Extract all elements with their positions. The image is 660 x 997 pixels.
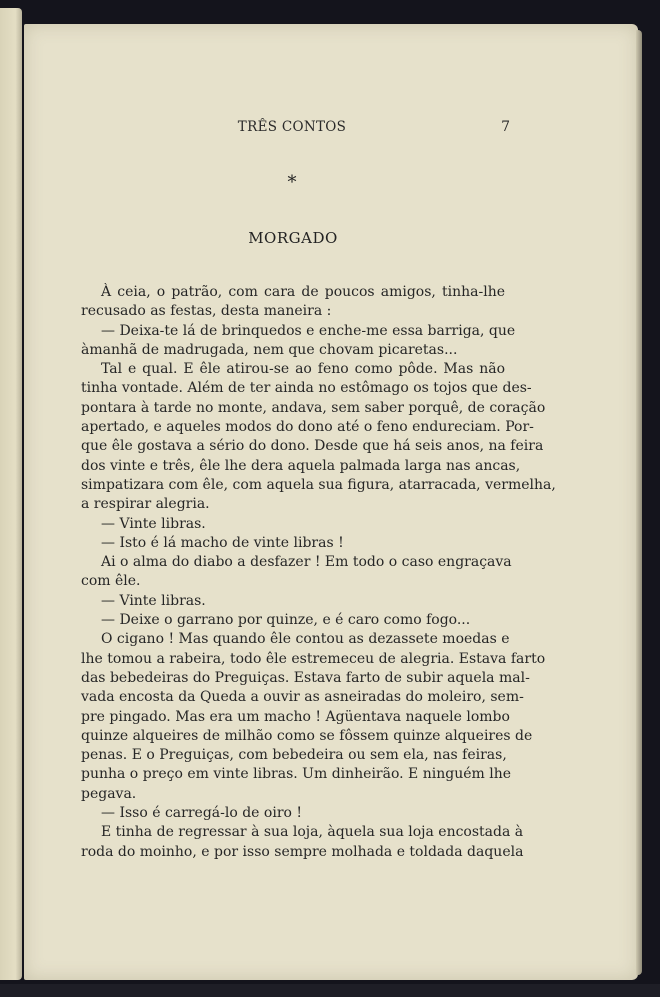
text-line: — Isso é carregá-lo de oiro !	[101, 805, 303, 822]
text-line: — Vinte libras.	[101, 592, 206, 609]
text-line: penas. E o Preguiças, com bebedeira ou sem ela, nas feiras,	[81, 747, 507, 764]
text-line: roda do moinho, e por isso sempre molhada e toldada daquela	[81, 843, 524, 860]
text-line: das bebedeiras do Preguiças. Estava farto de subir aquela mal-	[81, 669, 530, 686]
text-line: pontara à tarde no monte, andava, sem saber porquê, de coração	[81, 399, 546, 416]
scan-bottom-border	[0, 984, 660, 997]
text-line: Ai o alma do diabo a desfazer ! Em todo o caso engraçava	[101, 554, 512, 571]
text-line: O cigano ! Mas quando êle contou as dezassete moedas e	[101, 631, 510, 648]
text-line: apertado, e aqueles modos do dono até o feno endureciam. Por-	[81, 419, 534, 436]
text-line: E tinha de regressar à sua loja, àquela sua loja encostada à	[101, 824, 524, 841]
section-mark: *	[287, 172, 297, 193]
page-number: 7	[501, 119, 510, 135]
text-line: recusado as festas, desta maneira :	[81, 303, 332, 320]
text-line: lhe tomou a rabeira, todo êle estremeceu de alegria. Estava farto	[81, 650, 546, 667]
text-line: pegava.	[81, 785, 137, 802]
text-line: simpatizara com êle, com aquela sua figura, atarracada, vermelha,	[81, 476, 556, 493]
text-line: com êle.	[81, 573, 141, 590]
previous-page-edge	[0, 8, 22, 980]
text-line: quinze alqueires de milhão como se fôssem quinze alqueires de	[81, 727, 533, 744]
body-text	[81, 283, 556, 862]
running-header-title: TRÊS CONTOS	[237, 119, 347, 135]
text-line: que êle gostava a sério do dono. Desde que há seis anos, na feira	[81, 438, 544, 455]
text-line: àmanhã de madrugada, nem que chovam picaretas...	[81, 341, 458, 358]
text-line: punha o preço em vinte libras. Um dinheirão. E ninguém lhe	[81, 766, 511, 783]
text-line: — Deixa-te lá de brinquedos e enche-me essa barriga, que	[101, 322, 516, 339]
chapter-title: MORGADO	[248, 229, 338, 247]
text-line: — Vinte libras.	[101, 515, 206, 532]
text-line: a respirar alegria.	[81, 496, 210, 513]
text-line: Tal e qual. E êle atirou-se ao feno como pôde. Mas não	[101, 361, 505, 378]
text-line: dos vinte e três, êle lhe dera aquela palmada larga nas ancas,	[81, 457, 521, 474]
page-right-edge	[636, 30, 642, 975]
text-line: tinha vontade. Além de ter ainda no estômago os tojos que des-	[81, 380, 532, 397]
text-line: À ceia, o patrão, com cara de poucos amigos, tinha-lhe	[101, 284, 505, 300]
text-line: vada encosta da Queda a ouvir as asneiradas do moleiro, sem-	[81, 689, 524, 706]
text-line: pre pingado. Mas era um macho ! Agüentava naquele lombo	[81, 708, 510, 725]
text-line: — Isto é lá macho de vinte libras !	[101, 534, 344, 551]
text-line: — Deixe o garrano por quinze, e é caro como fogo...	[101, 612, 471, 629]
